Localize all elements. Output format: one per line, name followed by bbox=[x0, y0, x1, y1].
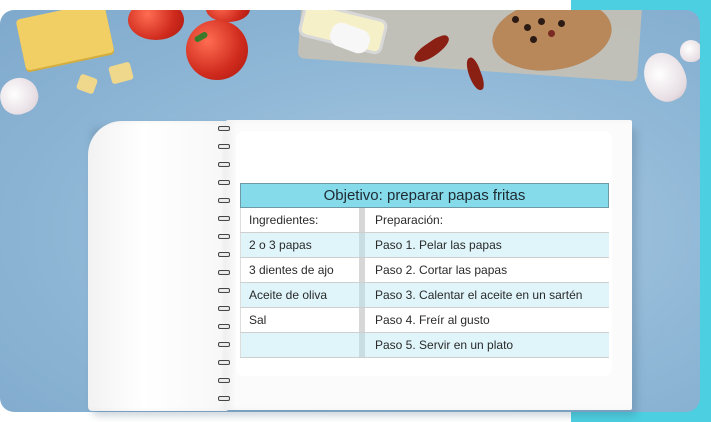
recipe-title: Objetivo: preparar papas fritas bbox=[241, 184, 609, 208]
peppercorn-icon bbox=[524, 24, 531, 31]
ingredient-cell bbox=[241, 333, 360, 358]
tomato-icon bbox=[128, 10, 184, 40]
peppercorn-icon bbox=[512, 16, 519, 23]
cheese-icon bbox=[16, 10, 115, 71]
step-cell: Paso 5. Servir en un plato bbox=[365, 333, 609, 358]
ingredient-cell: Aceite de oliva bbox=[241, 283, 360, 308]
cheese-crumb-icon bbox=[108, 61, 134, 84]
table-row bbox=[241, 308, 609, 333]
garlic-icon bbox=[680, 40, 700, 62]
table-row bbox=[241, 333, 609, 358]
step-cell: Paso 1. Pelar las papas bbox=[365, 233, 609, 258]
table-header-row bbox=[241, 208, 609, 233]
ingredients-header: Ingredientes: bbox=[241, 208, 360, 233]
peppercorn-icon bbox=[538, 18, 545, 25]
garlic-icon bbox=[0, 73, 43, 120]
ingredient-cell: 2 o 3 papas bbox=[241, 233, 360, 258]
step-cell: Paso 3. Calentar el aceite en un sartén bbox=[365, 283, 609, 308]
cheese-crumb-icon bbox=[76, 73, 98, 94]
table-row bbox=[241, 283, 609, 308]
tomato-icon bbox=[186, 20, 248, 80]
notebook-left-page bbox=[88, 121, 228, 411]
peppercorn-icon bbox=[558, 20, 565, 27]
table-row bbox=[241, 258, 609, 283]
ingredient-cell: 3 dientes de ajo bbox=[241, 258, 360, 283]
peppercorn-icon bbox=[548, 30, 555, 37]
table-row bbox=[241, 233, 609, 258]
step-cell: Paso 2. Cortar las papas bbox=[365, 258, 609, 283]
peppercorn-icon bbox=[530, 36, 537, 43]
recipe-table bbox=[240, 183, 609, 358]
preparation-header: Preparación: bbox=[365, 208, 609, 233]
notebook-spiral-icon bbox=[218, 126, 232, 406]
ingredient-cell: Sal bbox=[241, 308, 360, 333]
step-cell: Paso 4. Freír al gusto bbox=[365, 308, 609, 333]
